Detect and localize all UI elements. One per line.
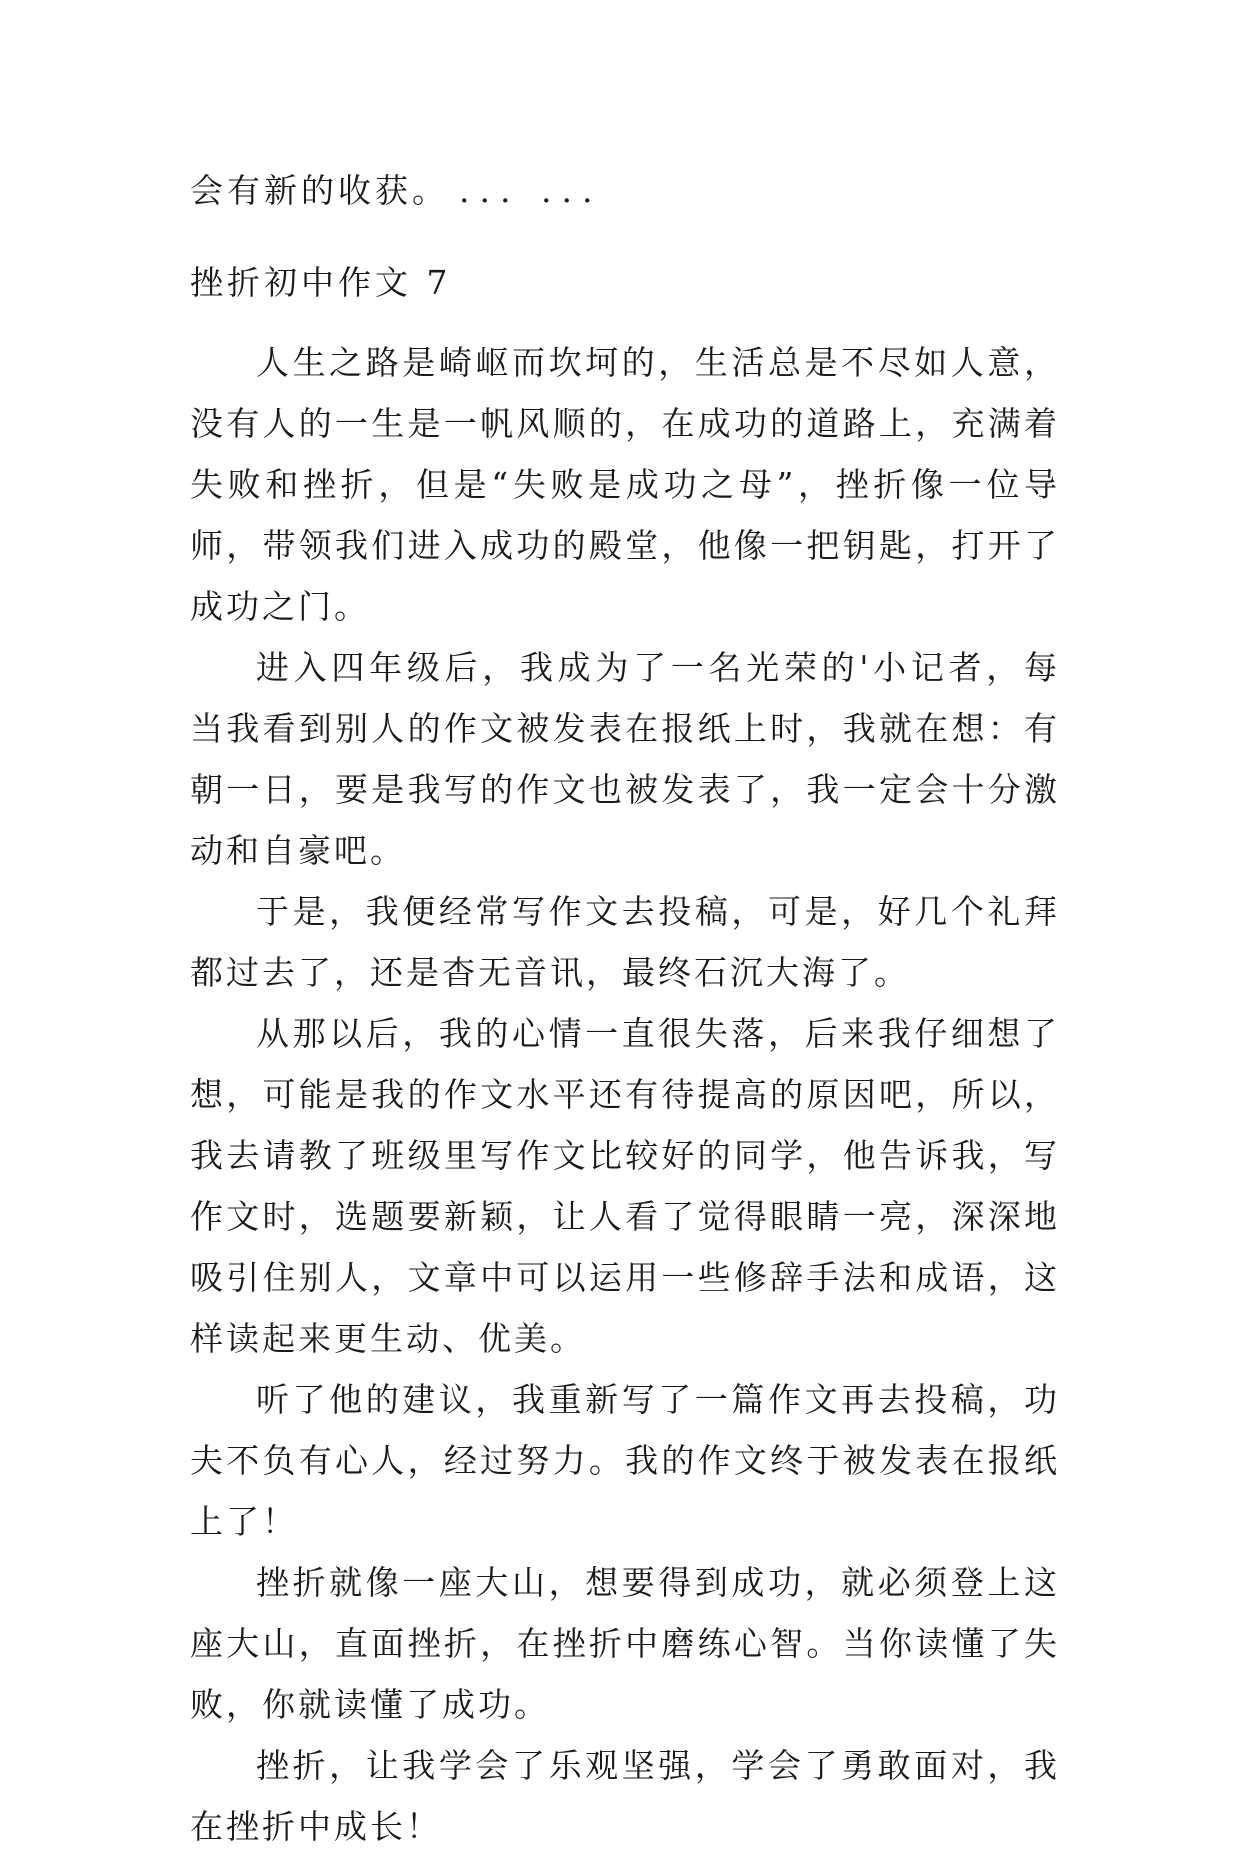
lead-ellipsis: ... ...	[459, 171, 603, 210]
paragraph-3: 于是，我便经常写作文去投稿，可是，好几个礼拜都过去了，还是杳无音讯，最终石沉大海了。	[190, 892, 1060, 992]
essay-body	[190, 332, 1060, 1857]
paragraph-7: 挫折，让我学会了乐观坚强，学会了勇敢面对，我在挫折中成长！	[190, 1746, 1060, 1846]
essay-heading: 挫折初中作文 7	[190, 263, 452, 302]
paragraph-1: 人生之路是崎岖而坎坷的，生活总是不尽如人意，没有人的一生是一帆风顺的，在成功的道路上，充满着失败和挫折，但是“失败是成功之母”，挫折像一位导师，带领我们进入成功的殿堂，他像一把钥匙，打开了成功之门。	[190, 343, 1060, 626]
paragraph-4: 从那以后，我的心情一直很失落，后来我仔细想了想，可能是我的作文水平还有待提高的原因吧，所以，我去请教了班级里写作文比较好的同学，他告诉我，写作文时，选题要新颖，让人看了觉得眼睛一亮，深深地吸引住别人，文章中可以运用一些修辞手法和成语，这样读起来更生动、优美。	[190, 1014, 1060, 1358]
paragraph-5: 听了他的建议，我重新写了一篇作文再去投稿，功夫不负有心人，经过努力。我的作文终于被发表在报纸上了！	[190, 1380, 1060, 1541]
lead-line	[190, 160, 1060, 221]
paragraph-2: 进入四年级后，我成为了一名光荣的'小记者，每当我看到别人的作文被发表在报纸上时，我就在想：有朝一日，要是我写的作文也被发表了，我一定会十分激动和自豪吧。	[190, 648, 1060, 870]
paragraph-6: 挫折就像一座大山，想要得到成功，就必须登上这座大山，直面挫折，在挫折中磨练心智。当你读懂了失败，你就读懂了成功。	[190, 1563, 1060, 1724]
lead-text: 会有新的收获。	[190, 171, 449, 210]
